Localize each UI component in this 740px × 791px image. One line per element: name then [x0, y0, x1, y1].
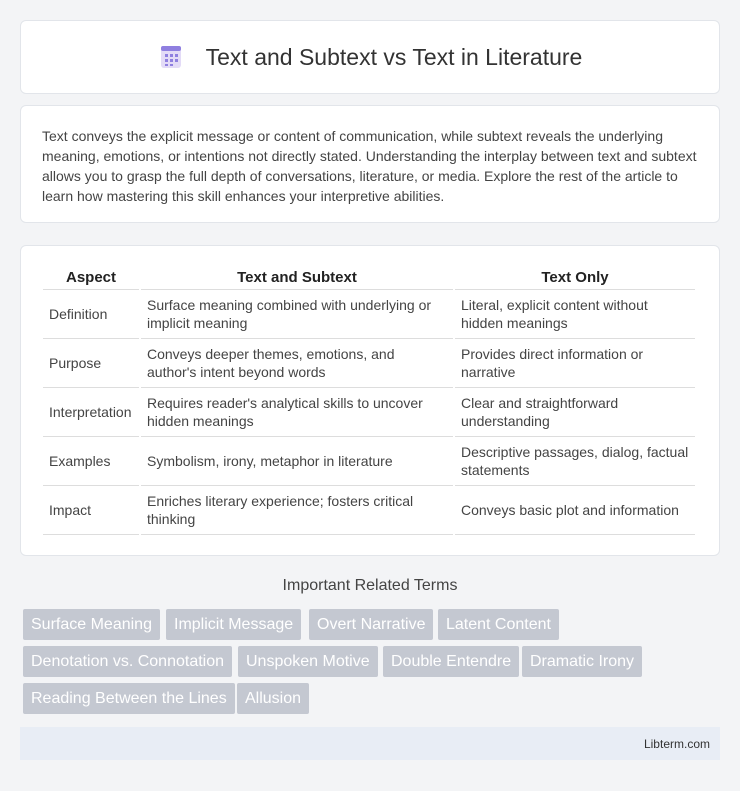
- term-tag[interactable]: Surface Meaning: [23, 609, 160, 640]
- intro-text: Text conveys the explicit message or content of communication, while subtext reveals the underlying meaning, emotions, or intentions not directly stated. Understanding the interplay between text and subtext allows you to grasp the full depth of conversations, literature, or media. Explore the rest of the article to learn how mastering this skill enhances your interpretive abilities.: [42, 128, 697, 204]
- intro-card: [20, 105, 720, 223]
- table-row: [43, 339, 695, 388]
- table-row: [43, 290, 695, 339]
- title-card: [20, 20, 720, 94]
- footer: [20, 727, 720, 760]
- table-cell: Symbolism, irony, metaphor in literature: [141, 437, 453, 486]
- term-tag[interactable]: Denotation vs. Connotation: [23, 646, 232, 677]
- footer-site-link[interactable]: Libterm.com: [643, 737, 710, 751]
- column-header: Aspect: [43, 266, 139, 290]
- page-title: Text and Subtext vs Text in Literature: [205, 43, 583, 70]
- table-row: [43, 437, 695, 486]
- table-cell: Requires reader's analytical skills to uncover hidden meanings: [141, 388, 453, 437]
- term-tag[interactable]: Latent Content: [438, 609, 559, 640]
- table-cell: Purpose: [43, 339, 139, 388]
- term-tag[interactable]: Allusion: [237, 683, 309, 714]
- table-cell: Conveys basic plot and information: [455, 486, 695, 535]
- related-terms-title: Important Related Terms: [282, 577, 458, 594]
- table-cell: Enriches literary experience; fosters critical thinking: [141, 486, 453, 535]
- table-cell: Impact: [43, 486, 139, 535]
- column-header: Text and Subtext: [141, 266, 453, 290]
- document-icon: [158, 44, 184, 70]
- column-header: Text Only: [455, 266, 695, 290]
- table-row: [43, 388, 695, 437]
- term-tag[interactable]: Unspoken Motive: [238, 646, 378, 677]
- table-cell: Examples: [43, 437, 139, 486]
- table-cell: Definition: [43, 290, 139, 339]
- term-tag[interactable]: Implicit Message: [166, 609, 301, 640]
- table-row: [43, 486, 695, 535]
- table-cell: Clear and straightforward understanding: [455, 388, 695, 437]
- table-cell: Provides direct information or narrative: [455, 339, 695, 388]
- table-cell: Literal, explicit content without hidden meanings: [455, 290, 695, 339]
- term-tag[interactable]: Overt Narrative: [309, 609, 433, 640]
- table-cell: Conveys deeper themes, emotions, and author's intent beyond words: [141, 339, 453, 388]
- term-tag[interactable]: Double Entendre: [383, 646, 519, 677]
- comparison-table-card: [20, 245, 720, 556]
- comparison-table: [41, 266, 697, 535]
- term-tag[interactable]: Reading Between the Lines: [23, 683, 235, 714]
- term-tag[interactable]: Dramatic Irony: [522, 646, 642, 677]
- table-cell: Interpretation: [43, 388, 139, 437]
- table-cell: Surface meaning combined with underlying or implicit meaning: [141, 290, 453, 339]
- table-cell: Descriptive passages, dialog, factual statements: [455, 437, 695, 486]
